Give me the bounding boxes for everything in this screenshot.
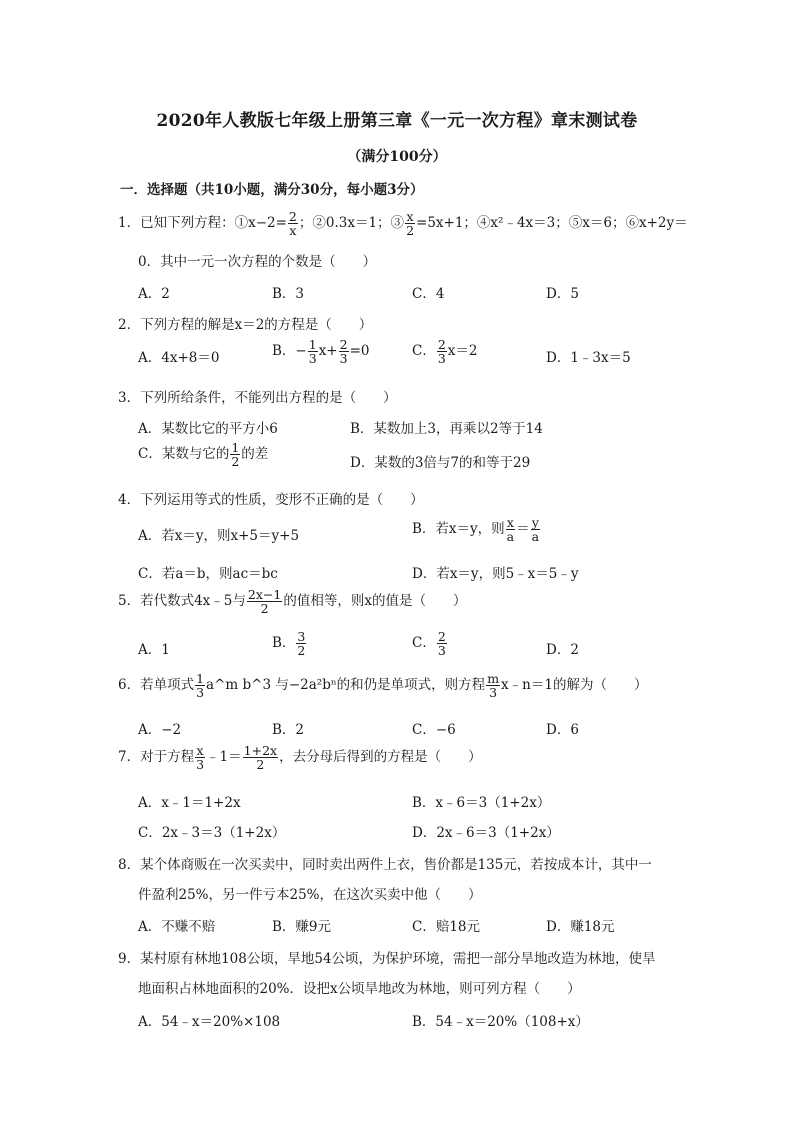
q6-option-c[interactable]: C．−6 [412, 722, 456, 738]
q7-option-b[interactable]: B．x﹣6＝3（1+2x） [412, 795, 551, 811]
q1-mid: ；②0.3x＝1；③ [298, 215, 405, 232]
q4b-f2n: y [531, 515, 539, 530]
q7-f1n: x [196, 743, 204, 758]
q1-f1-num: 2 [288, 209, 297, 224]
q2b-mid: x+ [318, 343, 338, 360]
exam-title: 2020年人教版七年级上册第三章《一元一次方程》章末测试卷 [156, 111, 638, 131]
q2-option-d[interactable]: D．1﹣3x＝5 [546, 350, 631, 366]
q4-option-c[interactable]: C．若a＝b，则ac＝bc [138, 566, 278, 582]
q4-option-b[interactable] [412, 516, 541, 543]
q4b-pre: B．若x＝y，则 [412, 521, 505, 538]
q7-option-d[interactable]: D．2x﹣6＝3（1+2x） [412, 825, 560, 841]
q2b-f2n: 2 [339, 337, 348, 352]
q6-option-b[interactable]: B．2 [272, 722, 305, 738]
q5-option-d[interactable]: D．2 [546, 642, 579, 658]
q5c-frac [437, 630, 447, 657]
question-8-line2: 件盈利25%，另一件亏本25%，在这次买卖中他（ ） [138, 887, 482, 903]
q2b-f2d: 3 [339, 351, 348, 367]
q3-option-c[interactable] [138, 441, 268, 468]
q7-frac-1 [195, 744, 205, 771]
q5-fn: 2x−1 [247, 587, 282, 602]
q5-fd: 2 [260, 601, 269, 617]
q4b-mid: ＝ [516, 521, 530, 538]
q2c-pre: C． [412, 343, 436, 360]
q4-option-a[interactable]: A．若x＝y，则x+5＝y+5 [138, 528, 300, 544]
q3-option-d[interactable]: D．某数的3倍与7的和等于29 [350, 455, 531, 471]
q5-option-c[interactable] [412, 630, 448, 657]
q3c-pre: C．某数与它的 [138, 446, 230, 463]
q1-lead: 1．已知下列方程：①x−2= [118, 215, 287, 232]
q2c-frac [437, 338, 447, 365]
q5-frac [247, 588, 282, 615]
q7-pre: 7．对于方程 [118, 749, 195, 766]
q3-option-b[interactable]: B．某数加上3，再乘以2等于14 [350, 421, 543, 437]
q6-f2d: 3 [489, 685, 498, 701]
q7-post: ，去分母后得到的方程是（ ） [279, 749, 482, 766]
q2b-pre: B．− [272, 343, 307, 360]
question-9-line2: 地面积占林地面积的20%．设把x公顷旱地改为林地，则可列方程（ ） [138, 981, 581, 997]
q7-option-a[interactable]: A．x﹣1＝1+2x [138, 795, 241, 811]
q2c-fn: 2 [437, 337, 446, 352]
q5-option-b[interactable] [272, 630, 307, 657]
q7-f2d: 2 [256, 757, 265, 773]
q6-frac-2 [486, 672, 500, 699]
q1-option-c[interactable]: C．4 [412, 286, 445, 302]
q5c-fd: 3 [437, 643, 446, 659]
q6-f1n: 1 [196, 671, 205, 686]
question-2-stem: 2．下列方程的解是x＝2的方程是（ ） [118, 317, 373, 333]
q5-pre: 5．若代数式4x﹣5与 [118, 593, 246, 610]
q9-option-b[interactable]: B．54﹣x＝20%（108+x） [412, 1014, 589, 1030]
q4b-f1d: a [506, 529, 515, 545]
q6-option-a[interactable]: A．−2 [138, 722, 182, 738]
q5c-fn: 2 [437, 629, 446, 644]
q6-pre: 6．若单项式 [118, 677, 195, 694]
q5-post: 的值相等，则x的值是（ ） [283, 593, 467, 610]
exam-subtitle: （满分100分） [347, 149, 447, 165]
q8-option-a[interactable]: A．不赚不赔 [138, 919, 216, 935]
q5b-fn: 3 [297, 629, 306, 644]
q3c-fd: 2 [231, 454, 240, 470]
q3c-frac [230, 441, 240, 468]
q6-option-d[interactable]: D．6 [546, 722, 579, 738]
q6-post: x﹣n＝1的解为（ ） [501, 677, 648, 694]
q1-option-d[interactable]: D．5 [546, 286, 579, 302]
q5b-pre: B． [272, 635, 296, 652]
q7-frac-2 [243, 744, 278, 771]
question-6-stem [118, 672, 647, 699]
q5b-fd: 2 [297, 643, 306, 659]
q2b-f1n: 1 [308, 337, 317, 352]
q3c-fn: 1 [231, 440, 240, 455]
q4-option-d[interactable]: D．若x＝y，则5﹣x＝5﹣y [412, 566, 579, 582]
q7-option-c[interactable]: C．2x﹣3＝3（1+2x） [138, 825, 286, 841]
q2b-frac-1 [308, 338, 318, 365]
q4b-f2d: a [531, 529, 540, 545]
question-7-stem [118, 744, 482, 771]
q6-f1d: 3 [196, 685, 205, 701]
q2c-post: x＝2 [447, 343, 478, 360]
q1-option-a[interactable]: A．2 [138, 286, 170, 302]
q6-mid: a^m b^3 与−2a²bⁿ的和仍是单项式，则方程 [206, 677, 486, 694]
question-8-line1: 8．某个体商贩在一次买卖中，同时卖出两件上衣，售价都是135元，若按成本计，其中一 [118, 857, 652, 873]
question-5-stem [118, 588, 466, 615]
q7-f2n: 1+2x [243, 743, 278, 758]
question-1-line2: 0．其中一元一次方程的个数是（ ） [138, 254, 377, 270]
q1-tail: =5x+1；④x²﹣4x＝3；⑤x＝6；⑥x+2y＝ [416, 215, 688, 232]
question-3-stem: 3．下列所给条件，不能列出方程的是（ ） [118, 390, 397, 406]
q3c-post: 的差 [241, 446, 269, 463]
q8-option-c[interactable]: C．赔18元 [412, 919, 481, 935]
q7-mid: ﹣1＝ [206, 749, 242, 766]
section-heading: 一．选择题（共10小题，满分30分，每小题3分） [120, 182, 424, 198]
q2b-post: =0 [349, 343, 370, 360]
q7-f1d: 3 [196, 757, 205, 773]
q2c-fd: 3 [437, 351, 446, 367]
q8-option-d[interactable]: D．赚18元 [546, 919, 615, 935]
q1-f1-den: x [289, 223, 297, 239]
q1-fraction-1 [288, 210, 298, 237]
q2-option-b[interactable] [272, 338, 369, 365]
q2b-frac-2 [339, 338, 349, 365]
q5c-pre: C． [412, 635, 436, 652]
q1-f2-den: 2 [406, 223, 415, 239]
q4b-frac-1 [506, 516, 515, 543]
question-4-stem: 4．下列运用等式的性质，变形不正确的是（ ） [118, 492, 424, 508]
question-1-stem [118, 210, 688, 237]
q1-option-b[interactable]: B．3 [272, 286, 305, 302]
question-9-line1: 9．某村原有林地108公顷，旱地54公顷，为保护环境，需把一部分旱地改造为林地，使旱 [118, 951, 656, 967]
q9-option-a[interactable]: A．54﹣x＝20%×108 [138, 1014, 281, 1030]
q4b-frac-2 [531, 516, 540, 543]
q4b-f1n: x [506, 515, 514, 530]
q5b-frac [296, 630, 306, 657]
q2-option-a[interactable]: A．4x+8＝0 [138, 350, 220, 366]
q1-f2-num: x [406, 209, 414, 224]
q8-option-b[interactable]: B．赚9元 [272, 919, 332, 935]
q6-frac-1 [195, 672, 205, 699]
q2-option-c[interactable] [412, 338, 478, 365]
q3-option-a[interactable]: A．某数比它的平方小6 [138, 421, 278, 437]
q2b-f1d: 3 [308, 351, 317, 367]
q1-fraction-2 [405, 210, 415, 237]
q5-option-a[interactable]: A．1 [138, 642, 170, 658]
q6-f2n: m [487, 671, 500, 686]
